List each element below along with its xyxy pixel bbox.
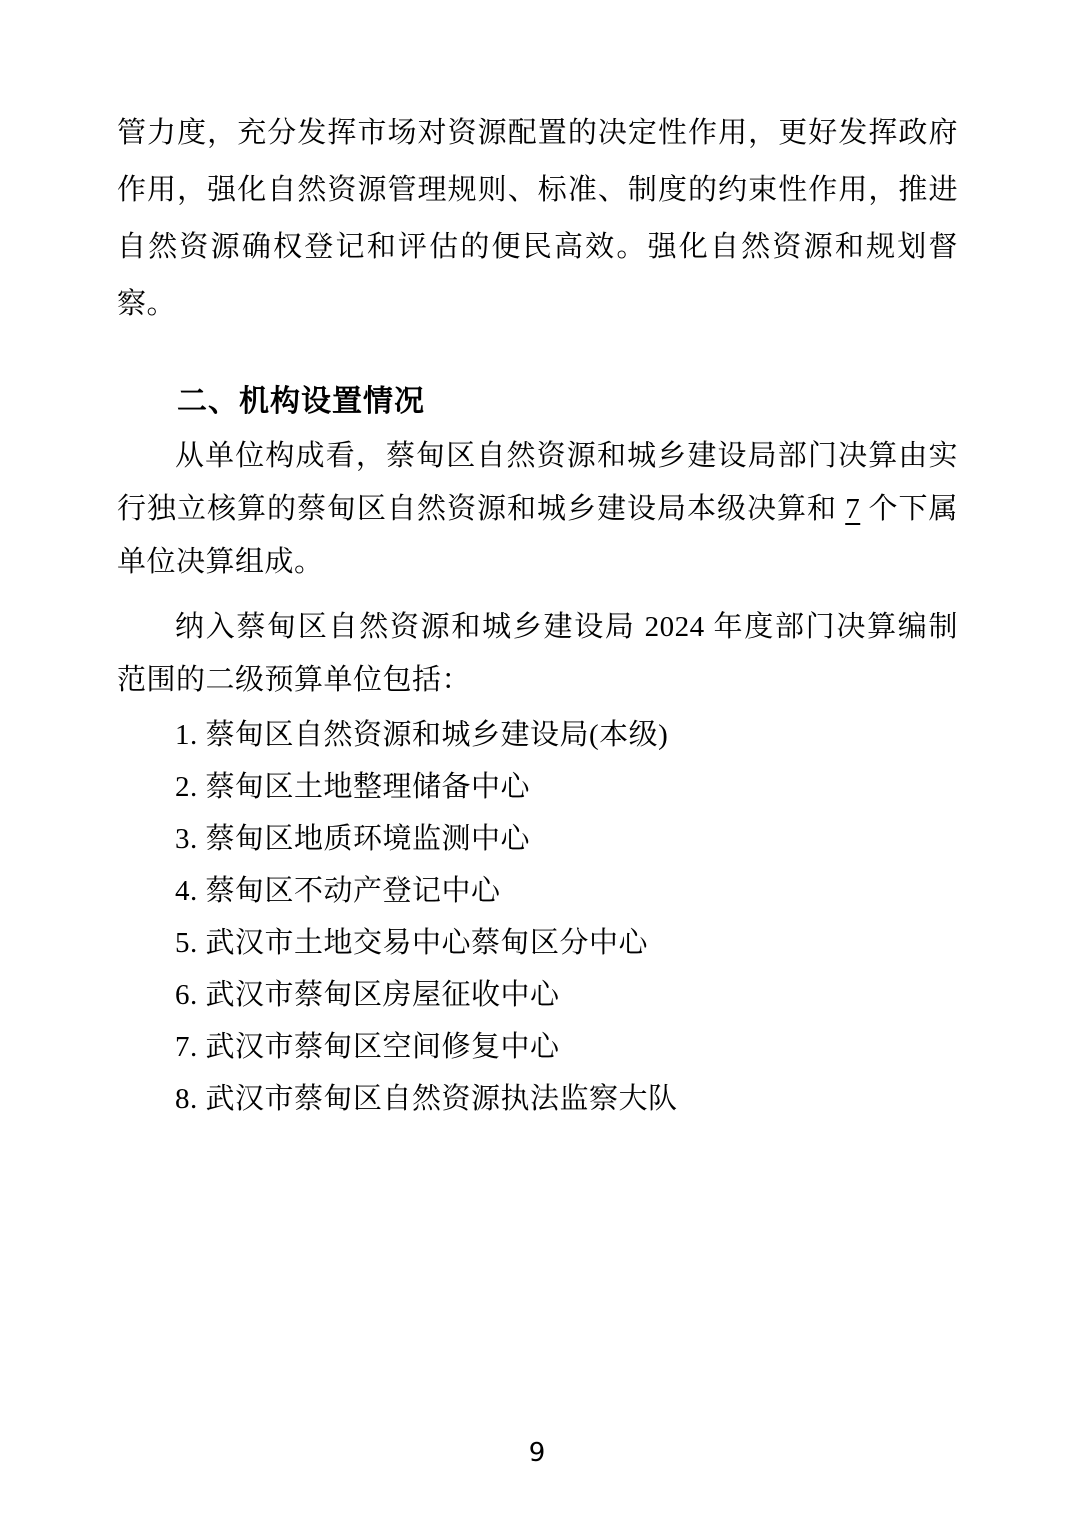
budget-unit-item-8: 8. 武汉市蔡甸区自然资源执法监察大队 <box>175 1083 678 1115</box>
budget-unit-item-4: 4. 蔡甸区不动产登记中心 <box>175 875 501 907</box>
budget-unit-item-7: 7. 武汉市蔡甸区空间修复中心 <box>175 1031 560 1063</box>
composition-text-after: 个下属单位决算组成。 <box>117 493 958 578</box>
budget-unit-item-2: 2. 蔡甸区土地整理储备中心 <box>175 771 531 803</box>
paragraph-continued: 管力度，充分发挥市场对资源配置的决定性作用，更好发挥政府作用，强化自然资源管理规则、标准、制度的约束性作用，推进自然资源确权登记和评估的便民高效。强化自然资源和规划督察。 <box>117 117 958 320</box>
budget-unit-item-3: 3. 蔡甸区地质环境监测中心 <box>175 823 531 855</box>
composition-text-before: 从单位构成看，蔡甸区自然资源和城乡建设局部门决算由实行独立核算的蔡甸区自然资源和城乡建设局本级决算和 <box>117 440 958 525</box>
budget-unit-item-6: 6. 武汉市蔡甸区房屋征收中心 <box>175 979 560 1011</box>
paragraph-scope: 纳入蔡甸区自然资源和城乡建设局 2024 年度部门决算编制范围的二级预算单位包括： <box>117 611 958 696</box>
section-heading: 二、机构设置情况 <box>177 385 425 418</box>
budget-unit-item-1: 1. 蔡甸区自然资源和城乡建设局(本级) <box>175 719 669 751</box>
page-content <box>117 105 958 1125</box>
subordinate-count-underlined: 7 <box>845 493 861 525</box>
budget-unit-list <box>117 709 958 1125</box>
paragraph-composition <box>117 430 958 589</box>
page-number: 9 <box>528 1438 546 1468</box>
budget-unit-item-5: 5. 武汉市土地交易中心蔡甸区分中心 <box>175 927 649 959</box>
